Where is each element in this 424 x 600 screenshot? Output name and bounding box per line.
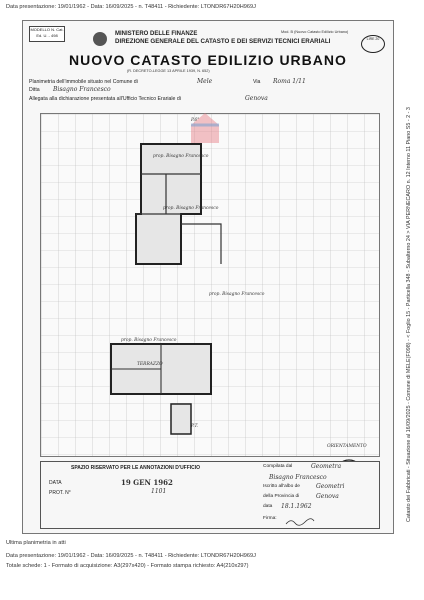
data2-label: data [263,504,273,509]
ministry-emblem-icon [93,32,107,46]
plan-note-2: prop. Bisagno Francesco [163,206,219,211]
firma-label: Firma: [263,516,277,521]
side-cadastral-info [406,70,416,530]
plan-note-3: prop. Bisagno Francesco [209,292,265,297]
signature-icon [285,514,315,532]
allegata-label: Allegata alla dichiarazione presentata all'Ufficio Tecnico Erariale di [29,96,181,102]
agency-watermark-icon [187,111,223,156]
plan-grid [40,113,380,457]
data-stamp: 19 GEN 1962 [121,478,173,487]
ditta-label: Ditta [29,87,40,93]
compilata-label: Compilata dal [263,464,293,469]
iscritto-value: Geometri [316,483,345,490]
data2-value: 18.1.1962 [281,503,312,510]
form-title: NUOVO CATASTO EDILIZIO URBANO [69,52,347,68]
data-label: DATA [49,480,62,486]
via-label: Via [253,79,261,85]
compilata-value: Geometra [311,463,342,470]
form-subtitle: (R. DECRETO-LEGGE 13 APRILE 1939, N. 652) [127,69,210,73]
plan-note-6: P.T. [191,424,199,429]
provincia-value: Genova [316,493,339,500]
annotations-box [40,461,380,529]
grid-lines [41,114,379,456]
plan-note-4: prop. Bisagno Francesco [121,338,177,343]
ministry-label: MINISTERO DELLE FINANZE [115,31,198,37]
footer-line1: Data presentazione: 19/01/1962 - Data: 16/09/2025 - n. T48411 - Richiedente: LTONDR67H20H969J [6,553,256,559]
floor-label: P.6° [191,118,200,123]
prot-label: PROT. N° [49,490,71,496]
comune-value: Mele [197,78,213,85]
catasto-sheet [22,20,394,534]
footer-line2: Totale schede: 1 - Formato di acquisizione: A3(297x420) - Formato stampa richiesto: A4(210x297) [6,563,249,569]
plan-note-1: prop. Bisagno Francesco [153,154,209,159]
compilata-name: Bisagno Francesco [269,474,327,481]
provincia-label: della Provincia di [263,494,300,499]
via-value: Roma 1/11 [273,78,306,85]
side-text: Catasto dei Fabbricati - Situazione al 16/09/2025 - Comune di MELE(F098) - < Foglio 15 - Particella 348 - Subalterno 24 > VIA PERNECARO n. 12 Interno 11 Piano S5 - 2 - 3 [406,107,412,522]
header-line: Data presentazione: 19/01/1962 - Data: 16/09/2025 - n. T48411 - Richiedente: LTONDR67H20H969J [6,4,256,10]
model-box: MODELLO N. Cat. Ed. U. - 498 [29,26,65,42]
plan-note-5: TERRAZZO [137,362,163,367]
direzione-label: DIREZIONE GENERALE DEL CATASTO E DEI SERVIZI TECNICI ERARIALI [115,38,331,45]
lire-stamp: LIRE 20 [361,35,385,53]
spazio-label: SPAZIO RISERVATO PER LE ANNOTAZIONI D'UFFICIO [71,465,201,471]
planimetria-label: Planimetria dell'immobile situato nel Comune di [29,79,138,85]
north-label: ORIENTAMENTO [327,444,367,449]
iscritto-label: Iscritto all'albo de [263,484,300,489]
mod-h-label: Mod. B (Nuovo Catasto Edilizio Urbano) [281,30,349,34]
ditta-value: Bisagno Francesco [53,86,111,93]
footer-ultima: Ultima planimetria in atti [6,540,66,546]
prot-value: 1101 [151,488,167,495]
ufficio-value: Genova [245,95,268,102]
